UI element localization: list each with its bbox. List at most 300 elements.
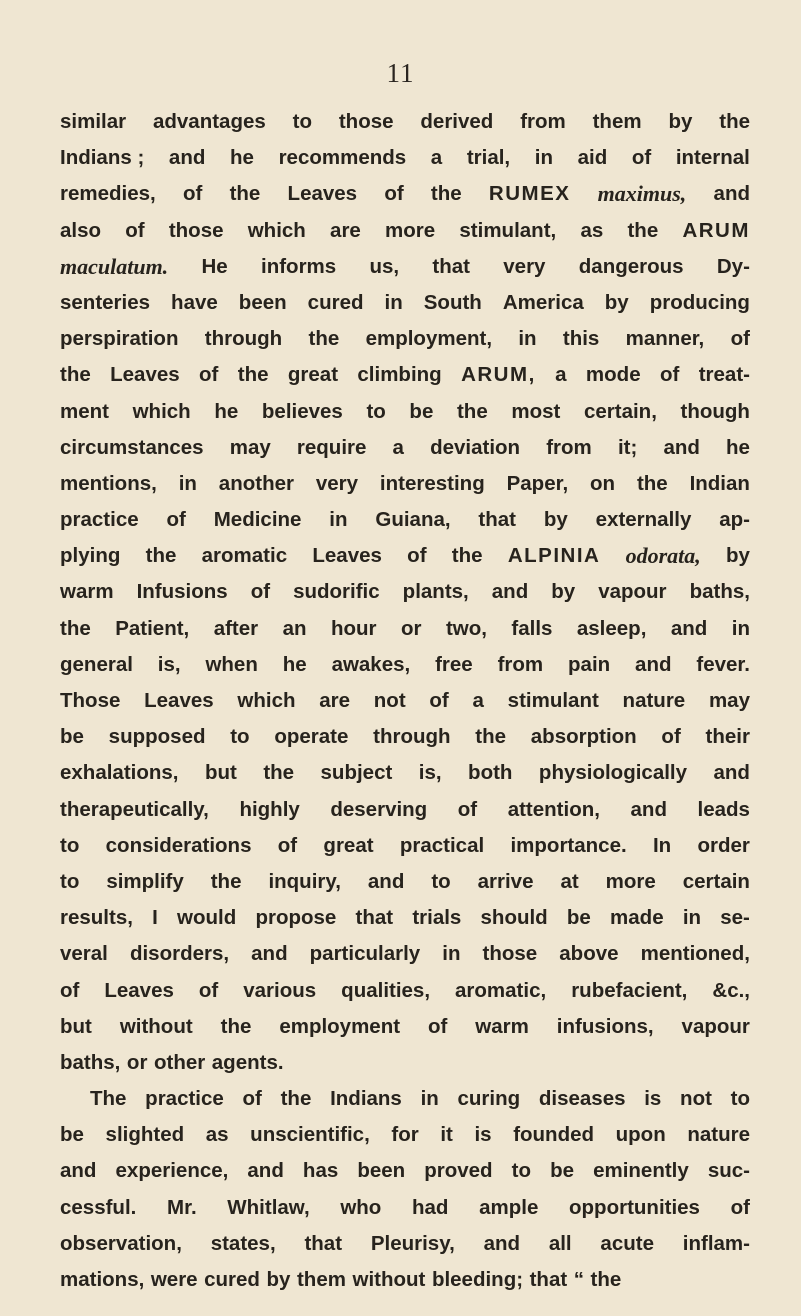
word: the	[456, 399, 488, 423]
word: great	[323, 833, 374, 857]
word: diseases	[538, 1087, 626, 1111]
word: qualities,	[341, 978, 431, 1002]
word: disorders,	[129, 942, 230, 966]
word: great	[287, 363, 339, 387]
word: their	[705, 725, 750, 749]
word: of	[199, 363, 219, 387]
word: experience,	[115, 1159, 229, 1183]
word: various	[243, 978, 317, 1002]
word: baths,	[689, 580, 750, 604]
word: also	[60, 218, 102, 242]
text-line	[60, 647, 750, 683]
word: rubefacient,	[571, 978, 688, 1002]
word: deviation	[430, 435, 521, 459]
word: of	[250, 580, 271, 604]
word: RUMEX	[488, 182, 571, 206]
word: physiologically	[538, 761, 688, 785]
word: by	[726, 544, 750, 568]
word: ARUM	[682, 218, 750, 242]
word: from	[497, 652, 544, 676]
word: in	[534, 146, 553, 170]
word: in	[420, 1087, 439, 1111]
word: been	[238, 290, 287, 314]
word: the	[627, 218, 659, 242]
word: absorption	[530, 725, 637, 749]
word: without	[352, 1268, 426, 1291]
word: and	[491, 580, 529, 604]
word: South	[423, 290, 482, 314]
word: that	[355, 906, 394, 930]
word: cessful.	[60, 1195, 137, 1219]
word: and	[168, 146, 206, 170]
word: of	[407, 544, 427, 568]
word: perspiration	[60, 327, 179, 351]
word: is	[474, 1123, 492, 1147]
word: not	[680, 1087, 712, 1111]
word: Leaves	[104, 978, 174, 1002]
word: of	[457, 797, 478, 821]
word: but	[60, 1014, 92, 1038]
word: as	[580, 218, 604, 242]
word: both	[468, 761, 513, 785]
word: Indians ;	[60, 146, 145, 170]
word: the	[220, 1014, 252, 1038]
word: which	[237, 689, 296, 712]
word: manner,	[625, 327, 705, 351]
word: by	[551, 580, 576, 604]
word: he	[726, 435, 750, 459]
word: he	[230, 146, 254, 170]
word: of	[166, 508, 186, 532]
word: fever.	[696, 652, 750, 676]
word: producing	[649, 290, 750, 314]
word: In	[652, 833, 672, 857]
word: in	[384, 290, 403, 314]
word: odorata,	[625, 543, 701, 569]
word: from	[520, 110, 566, 133]
word: more	[605, 869, 656, 893]
word: though	[680, 399, 750, 423]
word: cured	[204, 1268, 260, 1291]
word: to	[730, 1087, 750, 1111]
word: plying	[60, 544, 121, 568]
word: mations,	[60, 1268, 145, 1291]
word: opportunities	[569, 1195, 700, 1219]
word: considerations	[105, 833, 252, 857]
word: awakes,	[331, 652, 411, 676]
text-line	[60, 1153, 750, 1189]
word: very	[503, 254, 546, 278]
word: cured	[307, 290, 364, 314]
word: Those	[60, 689, 121, 712]
word: Leaves	[287, 182, 358, 206]
word: were	[150, 1268, 198, 1291]
text-line	[60, 828, 750, 864]
text-line	[60, 213, 750, 249]
word: be	[566, 906, 591, 930]
word: America	[502, 290, 584, 314]
text-line	[60, 1045, 750, 1081]
word: that	[432, 254, 470, 278]
word: employment	[279, 1014, 401, 1038]
word: trials	[412, 906, 462, 930]
word: by	[543, 508, 568, 532]
word: is,	[418, 761, 442, 785]
text-line	[60, 1117, 750, 1153]
word: have	[171, 290, 218, 314]
word: are	[319, 689, 351, 712]
word: aromatic,	[455, 978, 547, 1002]
word: He	[201, 254, 228, 278]
word: be	[550, 1159, 575, 1183]
text-line	[60, 755, 750, 791]
text-line	[60, 285, 750, 321]
word: agents.	[211, 1050, 284, 1074]
text-line	[60, 683, 750, 719]
word: employment,	[365, 327, 493, 351]
text-line	[60, 176, 750, 212]
word: a	[392, 435, 404, 459]
word: the	[280, 1087, 312, 1111]
word: the	[636, 471, 668, 495]
word: ap-	[719, 508, 750, 532]
word: two,	[445, 616, 487, 640]
word: and	[630, 797, 667, 821]
word: trial,	[466, 146, 511, 170]
word: us,	[369, 254, 400, 278]
word: derived	[420, 110, 494, 133]
page-number: 11	[386, 58, 415, 88]
word: of	[384, 182, 404, 206]
word: for	[391, 1123, 419, 1147]
word: and	[60, 1159, 97, 1183]
word: which	[132, 399, 191, 423]
word: the	[60, 616, 91, 640]
word: he	[282, 652, 307, 676]
word: curing	[457, 1087, 521, 1111]
word: of	[242, 1087, 262, 1111]
word: simplify	[106, 869, 184, 893]
word: therapeutically,	[60, 797, 209, 821]
word: has	[302, 1159, 339, 1183]
word: who	[340, 1195, 382, 1219]
word: mode	[585, 363, 641, 387]
word: Pleurisy,	[370, 1231, 455, 1255]
word: on	[590, 471, 616, 495]
word: to	[511, 1159, 532, 1183]
word: Indians	[330, 1087, 402, 1111]
word: se-	[720, 906, 750, 930]
word: advantages	[152, 110, 266, 133]
word: exhalations,	[60, 761, 179, 785]
word: in	[682, 906, 702, 930]
word: but	[204, 761, 237, 785]
word: remedies,	[60, 182, 156, 206]
word: the	[590, 1268, 622, 1291]
word: a	[430, 146, 443, 170]
word: be	[60, 1123, 84, 1147]
text-line	[60, 394, 750, 430]
word: hour	[330, 616, 377, 640]
word: falls	[511, 616, 553, 640]
word: nature	[622, 689, 686, 712]
word: been	[357, 1159, 406, 1183]
word: a	[555, 363, 567, 387]
word: as	[205, 1123, 229, 1147]
word: the	[451, 544, 483, 568]
word: Patient,	[115, 616, 190, 640]
word: observation,	[60, 1231, 182, 1255]
word: a	[472, 689, 484, 712]
word: Leaves	[110, 363, 180, 387]
word: Indian	[689, 471, 750, 495]
word: maximus,	[597, 181, 687, 207]
word: to	[292, 110, 312, 133]
word: of	[730, 1195, 750, 1219]
word: the	[719, 110, 750, 133]
word: be	[60, 725, 84, 749]
word: Mr.	[167, 1195, 197, 1219]
word: this	[562, 327, 600, 351]
word: may	[229, 435, 271, 459]
text-line	[60, 1262, 750, 1298]
word: would	[177, 906, 237, 930]
word: that	[529, 1268, 568, 1291]
word: slighted	[105, 1123, 185, 1147]
word: of	[661, 725, 681, 749]
word: results,	[60, 906, 133, 930]
text-line	[60, 792, 750, 828]
word: the	[145, 544, 177, 568]
word: in	[329, 508, 348, 532]
word: certain	[682, 869, 750, 893]
word: practical	[399, 833, 485, 857]
text-line	[60, 502, 750, 538]
word: nature	[687, 1123, 750, 1147]
word: subject	[320, 761, 393, 785]
word: Infusions	[136, 580, 228, 604]
word: or	[400, 616, 422, 640]
text-line	[60, 1081, 750, 1117]
word: of	[277, 833, 298, 857]
word: sudorific	[293, 580, 380, 604]
word: externally	[595, 508, 692, 532]
word: general	[60, 652, 133, 676]
word: of	[198, 978, 219, 1002]
text-line	[60, 104, 750, 140]
text-line	[60, 430, 750, 466]
text-line	[60, 574, 750, 610]
word: be	[409, 399, 434, 423]
word: upon	[615, 1123, 666, 1147]
word: or	[126, 1050, 148, 1074]
word: and	[663, 435, 700, 459]
word: operate	[274, 725, 349, 749]
word: similar	[60, 110, 127, 133]
word: suc-	[707, 1159, 750, 1183]
word: Leaves	[312, 544, 382, 568]
word: bleeding;	[431, 1268, 524, 1291]
text-line	[60, 900, 750, 936]
word: Leaves	[144, 689, 214, 712]
word: after	[213, 616, 259, 640]
word: those	[482, 942, 538, 966]
word: climbing	[357, 363, 442, 387]
text-line	[60, 973, 750, 1009]
word: inquiry,	[268, 869, 341, 893]
word: mentioned,	[640, 942, 750, 966]
word: informs	[261, 254, 337, 278]
word: other	[153, 1050, 206, 1074]
word: in	[178, 471, 197, 495]
word: ARUM,	[461, 363, 536, 387]
text-line	[60, 936, 750, 972]
word: asleep,	[576, 616, 647, 640]
word: practice	[60, 508, 139, 532]
word: most	[511, 399, 561, 423]
word: dangerous	[578, 254, 684, 278]
word: stimulant,	[459, 218, 557, 242]
word: Guiana,	[375, 508, 451, 532]
word: through	[204, 327, 283, 351]
word: to	[230, 725, 250, 749]
word: warm	[475, 1014, 529, 1038]
word: more	[385, 218, 436, 242]
word: Paper,	[506, 471, 569, 495]
word: the	[229, 182, 261, 206]
word: and	[670, 616, 708, 640]
word: those	[338, 110, 394, 133]
word: vapour	[598, 580, 667, 604]
word: vapour	[681, 1014, 750, 1038]
word: importance.	[510, 833, 627, 857]
word: is	[644, 1087, 662, 1111]
body-text	[60, 104, 750, 1298]
word: had	[411, 1195, 449, 1219]
word: that	[478, 508, 516, 532]
word: and	[635, 652, 672, 676]
word: by	[668, 110, 693, 133]
word: Whitlaw,	[227, 1195, 310, 1219]
word: eminently	[593, 1159, 689, 1183]
word: of	[182, 182, 203, 206]
word: of	[429, 689, 449, 712]
word: supposed	[108, 725, 206, 749]
text-line	[60, 864, 750, 900]
word: interesting	[379, 471, 485, 495]
word: it	[440, 1123, 453, 1147]
text-line	[60, 321, 750, 357]
word: order	[697, 833, 750, 857]
word: and	[713, 182, 750, 206]
word: senteries	[60, 290, 151, 314]
word: baths,	[60, 1050, 121, 1074]
word: not	[373, 689, 406, 712]
word: and	[367, 869, 405, 893]
word: of	[659, 363, 680, 387]
word: in	[442, 942, 461, 966]
word: highly	[239, 797, 300, 821]
text-line	[60, 357, 750, 393]
word: when	[205, 652, 258, 676]
word: practice	[145, 1087, 224, 1111]
word: warm	[60, 580, 114, 604]
word: made	[610, 906, 664, 930]
word: leads	[697, 797, 750, 821]
word: to	[60, 833, 80, 857]
text-line	[60, 1190, 750, 1226]
word: circumstances	[60, 435, 204, 459]
word: ample	[479, 1195, 539, 1219]
word: to	[366, 399, 386, 423]
text-line	[60, 611, 750, 647]
word: treat-	[698, 363, 750, 387]
word: that	[304, 1231, 343, 1255]
word: may	[708, 689, 750, 712]
text-line	[60, 249, 750, 285]
word: mentions,	[60, 471, 157, 495]
word: is,	[157, 652, 181, 676]
word: and	[713, 761, 750, 785]
word: through	[373, 725, 451, 749]
word: in	[731, 616, 750, 640]
word: ALPINIA	[507, 544, 601, 568]
text-line	[60, 466, 750, 502]
text-line	[60, 140, 750, 176]
word: another	[218, 471, 294, 495]
word: he	[214, 399, 239, 423]
word: internal	[675, 146, 750, 170]
word: pain	[568, 652, 611, 676]
word: it;	[617, 435, 638, 459]
text-line	[60, 1226, 750, 1262]
word: arrive	[477, 869, 534, 893]
word: them	[592, 110, 642, 133]
word: of	[125, 218, 145, 242]
word: all	[548, 1231, 572, 1255]
word: the	[430, 182, 462, 206]
word: deserving	[330, 797, 428, 821]
word: attention,	[507, 797, 600, 821]
word: states,	[210, 1231, 276, 1255]
word: stimulant	[507, 689, 599, 712]
word: infusions,	[556, 1014, 654, 1038]
word: from	[546, 435, 592, 459]
word: very	[315, 471, 359, 495]
word: The	[90, 1087, 127, 1111]
word: of	[60, 978, 80, 1002]
word: I	[152, 906, 158, 930]
word: require	[296, 435, 367, 459]
word: recommends	[278, 146, 407, 170]
word: the	[263, 761, 295, 785]
word: and	[483, 1231, 521, 1255]
word: above	[559, 942, 619, 966]
word: at	[560, 869, 579, 893]
word: particularly	[309, 942, 421, 966]
word: founded	[513, 1123, 595, 1147]
word: in	[518, 327, 537, 351]
word: are	[330, 218, 361, 242]
word: the	[237, 363, 269, 387]
word: ment	[60, 399, 109, 423]
word: which	[247, 218, 306, 242]
word: those	[168, 218, 224, 242]
word: the	[210, 869, 242, 893]
word: to	[431, 869, 451, 893]
word: an	[282, 616, 307, 640]
word: without	[119, 1014, 193, 1038]
